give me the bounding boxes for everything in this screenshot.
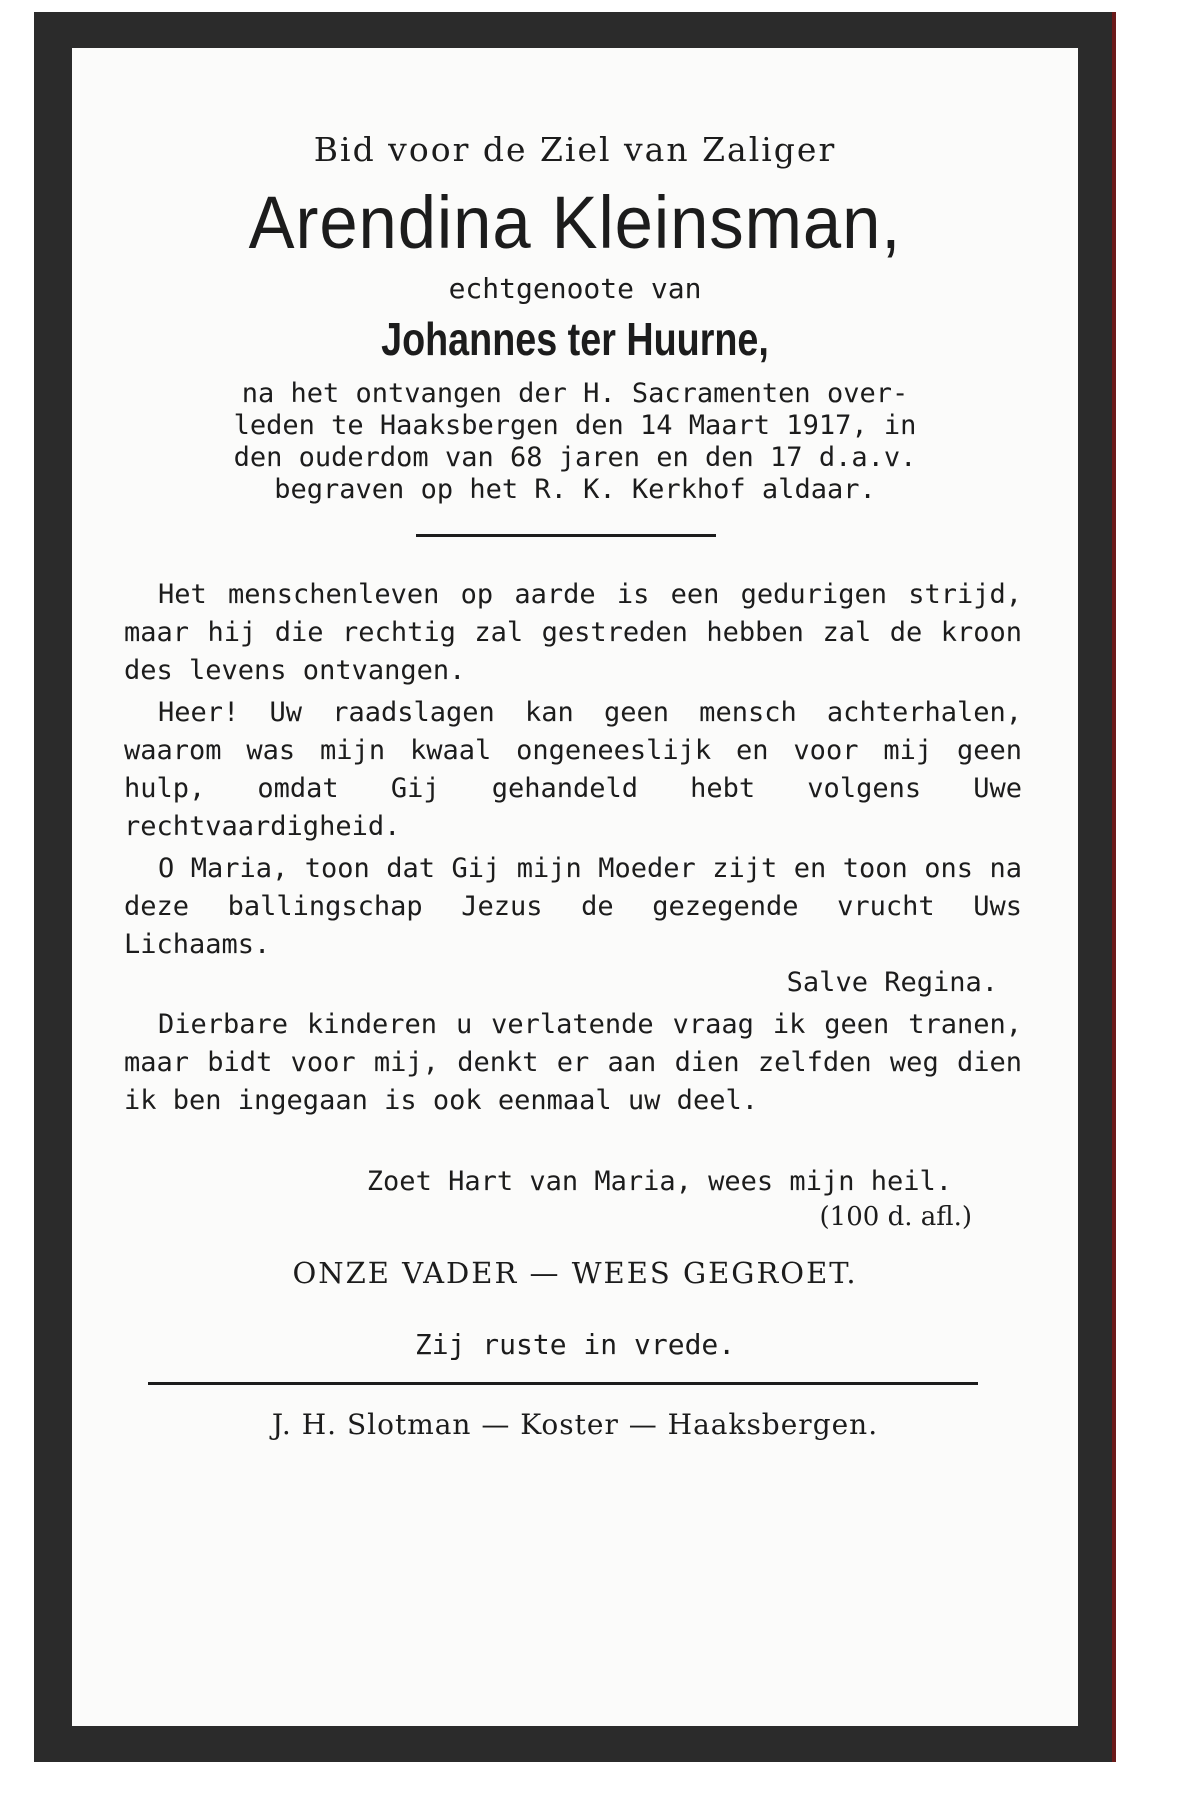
notice-line: na het ontvangen der H. Sacramenten over-	[241, 378, 909, 409]
paragraph-lord: Heer! Uw raadslagen kan geen mensch achterhalen, waarom was mijn kwaal ongeneeslijk en voor mij geen hulp, omdat Gij gehandeld hebt volgens Uwe rechtvaardigheid.	[124, 697, 1022, 842]
divider-short	[416, 534, 716, 537]
card-header: Bid voor de Ziel van Zaliger	[313, 130, 837, 169]
card-paper	[72, 48, 1078, 1726]
rest-in-peace: Zij ruste in vrede.	[414, 1328, 736, 1361]
notice-line: begraven op het R. K. Kerkhof aldaar.	[274, 474, 876, 505]
spouse-name: Johannes ter Huurne,	[381, 313, 769, 365]
printer-line: J. H. Slotman — Koster — Haaksbergen.	[271, 1408, 879, 1441]
paragraph-maria: O Maria, toon dat Gij mijn Moeder zijt en toon ons na deze ballingschap Jezus de gezegende vrucht Uws Lichaams.	[124, 853, 1022, 960]
relation-text: echtgenoote van	[448, 272, 702, 305]
notice-line: leden te Haaksbergen den 14 Maart 1917, in	[233, 410, 917, 441]
divider-long	[148, 1382, 978, 1385]
deceased-name: Arendina Kleinsman,	[248, 181, 902, 264]
indulgence-note: (100 d. afl.)	[819, 1202, 972, 1232]
salve-regina: Salve Regina.	[786, 967, 998, 998]
paragraph-children: Dierbare kinderen u verlatende vraag ik geen tranen, maar bidt voor mij, denkt er aan dien zelfden weg dien ik ben ingegaan is ook eenmaal uw deel.	[124, 1009, 1022, 1116]
paragraph-life: Het menschenleven op aarde is een gedurigen strijd, maar hij die rechtig zal gestreden hebben zal de kroon des levens ontvangen.	[124, 579, 1022, 686]
notice-line: den ouderdom van 68 jaren en den 17 d.a.v.	[233, 442, 917, 473]
verse-block	[124, 576, 1022, 1120]
prayers-line: ONZE VADER — WEES GEGROET.	[292, 1256, 858, 1290]
zoet-hart-line: Zoet Hart van Maria, wees mijn heil.	[366, 1166, 952, 1197]
memorial-card	[34, 12, 1116, 1762]
